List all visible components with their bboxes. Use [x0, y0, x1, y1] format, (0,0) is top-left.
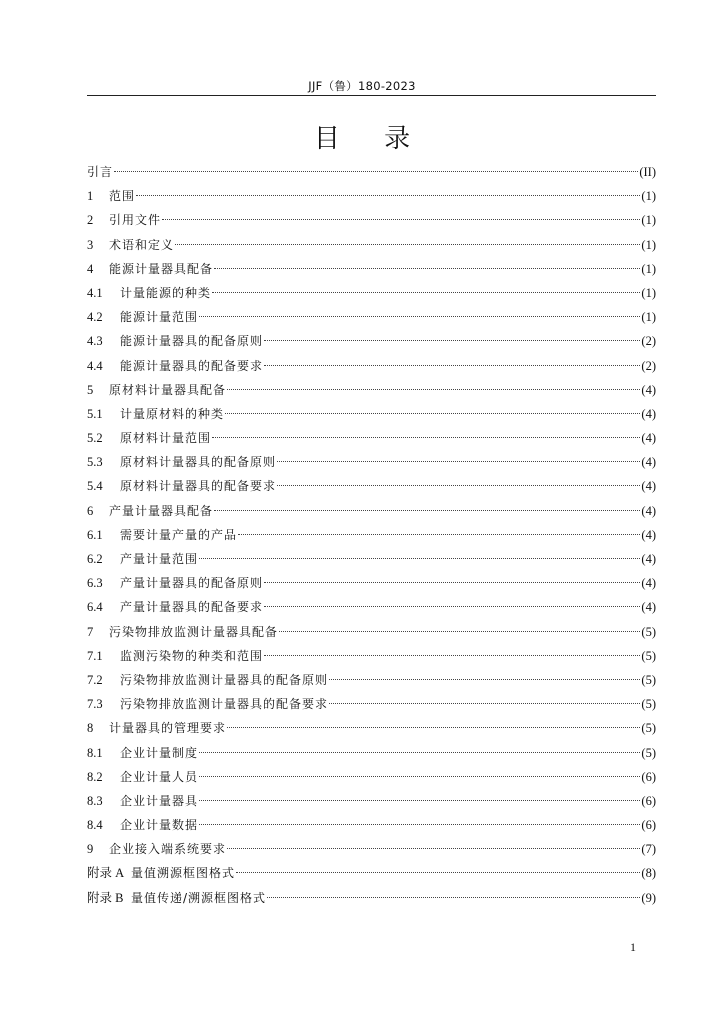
toc-dot-leader: [264, 606, 640, 607]
toc-entry-number: 9: [87, 842, 94, 857]
toc-entry-number: 4.1: [87, 285, 103, 300]
toc-entry-page: (4): [641, 406, 656, 421]
toc-entry-page: (9): [641, 890, 656, 905]
toc-dot-leader: [162, 219, 640, 220]
toc-entry-label: 引言: [87, 165, 114, 179]
toc-entry[interactable]: [87, 646, 656, 670]
toc-dot-leader: [175, 244, 640, 245]
toc-dot-leader: [227, 727, 640, 728]
toc-entry-number: 附录 B: [87, 890, 124, 905]
toc-entry-number: 8.4: [87, 818, 103, 833]
toc-entry[interactable]: [87, 670, 656, 694]
toc-entry-page: (1): [641, 285, 656, 300]
toc-entry-label: 原材料计量器具的配备原则: [120, 455, 277, 470]
toc-entry-label: 原材料计量器具配备: [109, 382, 227, 397]
toc-entry[interactable]: [87, 283, 656, 307]
toc-entry-number: 7: [87, 624, 94, 639]
toc-entry-label: 能源计量器具配备: [109, 261, 214, 276]
toc-dot-leader: [277, 461, 640, 462]
toc-entry-number: 6.2: [87, 552, 103, 566]
toc-entry[interactable]: [87, 767, 656, 791]
toc-entry-label: 原材料计量范围: [120, 431, 212, 446]
toc-entry[interactable]: [87, 888, 656, 912]
toc-entry-page: (4): [641, 503, 656, 518]
toc-entry-page: (1): [641, 310, 656, 325]
toc-dot-leader: [199, 776, 640, 777]
toc-entry-page: (6): [641, 818, 656, 833]
toc-entry[interactable]: [87, 863, 656, 887]
toc-entry-number: 6.3: [87, 576, 103, 591]
toc-entry-number: 6.1: [87, 527, 103, 542]
toc-entry[interactable]: [87, 210, 656, 234]
toc-entry[interactable]: [87, 718, 656, 742]
toc-entry-page: (4): [641, 382, 656, 397]
toc-entry-number: 附录 A: [87, 866, 125, 881]
toc-entry-label: 计量原材料的种类: [120, 406, 225, 421]
toc-entry-page: (5): [641, 745, 656, 760]
toc-entry-page: (6): [641, 769, 656, 784]
toc-entry-number: 5.1: [87, 406, 103, 421]
toc-entry-label: 能源计量器具的配备原则: [120, 334, 264, 349]
toc-dot-leader: [267, 897, 640, 898]
toc-entry-page: (1): [641, 261, 656, 276]
toc-dot-leader: [264, 655, 640, 656]
toc-entry-label: 企业计量数据: [120, 818, 199, 833]
toc-entry[interactable]: [87, 380, 656, 404]
toc-entry-number: 4: [87, 261, 94, 276]
toc-entry[interactable]: [87, 235, 656, 259]
toc-dot-leader: [236, 872, 640, 873]
toc-dot-leader: [199, 558, 640, 559]
toc-entry-page: (2): [641, 334, 656, 349]
toc-dot-leader: [212, 292, 640, 293]
page-number: 1: [630, 940, 636, 954]
toc-entry[interactable]: [87, 404, 656, 428]
toc-dot-leader: [264, 340, 640, 341]
toc-entry-number: 2: [87, 213, 94, 228]
header-standard-code: JJF（鲁）180-2023: [308, 79, 416, 93]
toc-entry-page: (1): [641, 213, 656, 228]
toc-entry-page: (2): [641, 358, 656, 373]
toc-entry-label: 污染物排放监测计量器具的配备要求: [120, 697, 329, 712]
toc-dot-leader: [214, 268, 640, 269]
toc-entry[interactable]: [87, 186, 656, 210]
toc-entry-number: 8.2: [87, 769, 103, 784]
toc-dot-leader: [329, 703, 640, 704]
toc-entry-number: 5.3: [87, 455, 103, 470]
toc-entry-page: (8): [641, 866, 656, 881]
toc-entry-label: 能源计量范围: [120, 310, 199, 325]
toc-entry-number: 4.3: [87, 334, 103, 349]
toc-entry[interactable]: [87, 452, 656, 476]
toc-entry-page: (6): [641, 793, 656, 808]
toc-entry-label: 范围: [109, 189, 136, 204]
toc-entry-page: (1): [641, 189, 656, 204]
toc-dot-leader: [214, 510, 640, 511]
toc-dot-leader: [114, 171, 638, 172]
toc-entry-page: (5): [641, 648, 656, 663]
toc-entry-number: 1: [87, 189, 94, 204]
toc-entry-label: 量值溯源框图格式: [131, 866, 236, 881]
toc-dot-leader: [199, 800, 640, 801]
toc-entry-page: (4): [641, 552, 656, 566]
header-divider: [87, 95, 656, 96]
toc-entry[interactable]: [87, 356, 656, 380]
toc-entry-label: 企业接入端系统要求: [109, 842, 227, 857]
toc-entry-label: 产量计量器具的配备要求: [120, 600, 264, 615]
toc-entry-number: 6: [87, 503, 94, 518]
toc-entry-number: 5.4: [87, 479, 103, 494]
toc-entry-number: 8: [87, 721, 94, 736]
toc-entry[interactable]: [87, 501, 656, 525]
toc-title: 目 录: [313, 124, 429, 154]
toc-entry-number: 4.4: [87, 358, 103, 373]
toc-entry[interactable]: [87, 525, 656, 549]
toc-dot-leader: [264, 365, 640, 366]
toc-dot-leader: [227, 389, 640, 390]
toc-entry-label: 需要计量产量的产品: [120, 527, 238, 542]
toc-dot-leader: [227, 848, 640, 849]
toc-dot-leader: [279, 631, 640, 632]
toc-entry[interactable]: [87, 839, 656, 863]
toc-entry-label: 产量计量范围: [120, 552, 199, 566]
toc-entry-label: 污染物排放监测计量器具配备: [109, 624, 279, 639]
toc-entry[interactable]: [87, 694, 656, 718]
toc-entry[interactable]: [87, 331, 656, 355]
toc-entry-label: 监测污染物的种类和范围: [120, 648, 264, 663]
toc-entry-number: 7.3: [87, 697, 103, 712]
toc-entry-number: 6.4: [87, 600, 103, 615]
toc-entry-number: 7.1: [87, 648, 103, 663]
toc-entry[interactable]: [87, 549, 656, 573]
toc-entry-number: 8.1: [87, 745, 103, 760]
toc-entry-label: 企业计量制度: [120, 745, 199, 760]
toc-entry[interactable]: [87, 597, 656, 621]
toc-dot-leader: [212, 437, 640, 438]
toc-entry-label: 产量计量器具的配备原则: [120, 576, 264, 591]
toc-entry-page: (4): [641, 455, 656, 470]
toc-entry[interactable]: [87, 162, 656, 186]
toc-entry-number: 3: [87, 237, 94, 252]
toc-dot-leader: [264, 582, 640, 583]
toc-entry[interactable]: [87, 476, 656, 500]
toc-entry-label: 企业计量人员: [120, 769, 199, 784]
toc-entry-label: 产量计量器具配备: [109, 503, 214, 518]
toc-entry-label: 企业计量器具: [120, 793, 199, 808]
toc-entry-number: 5: [87, 382, 94, 397]
toc-dot-leader: [277, 485, 640, 486]
toc-dot-leader: [199, 316, 640, 317]
toc-entry-page: (1): [641, 237, 656, 252]
toc-dot-leader: [199, 824, 640, 825]
toc-entry[interactable]: [87, 428, 656, 452]
toc-entry-page: (4): [641, 479, 656, 494]
toc-entry[interactable]: [87, 622, 656, 646]
toc-entry[interactable]: [87, 307, 656, 331]
toc-entry-label: 污染物排放监测计量器具的配备原则: [120, 672, 329, 687]
toc-entry-label: 引用文件: [109, 213, 162, 228]
toc-entry-label: 计量器具的管理要求: [109, 721, 227, 736]
toc-entry[interactable]: [87, 259, 656, 283]
toc-dot-leader: [225, 413, 640, 414]
toc-entry-label: 原材料计量器具的配备要求: [120, 479, 277, 494]
toc-entry-page: (4): [641, 600, 656, 615]
toc-entry[interactable]: [87, 573, 656, 597]
toc-entry-label: 术语和定义: [109, 237, 175, 252]
toc-dot-leader: [329, 679, 640, 680]
toc-entry[interactable]: [87, 743, 656, 767]
toc-entry-page: (II): [639, 165, 656, 179]
toc-dot-leader: [199, 752, 640, 753]
toc-entry-label: 计量能源的种类: [120, 285, 212, 300]
toc-entry-number: 4.2: [87, 310, 103, 325]
toc-entry-number: 5.2: [87, 431, 103, 446]
toc-entry-label: 量值传递/溯源框图格式: [131, 890, 267, 905]
toc-entry[interactable]: [87, 791, 656, 815]
toc-entry-page: (5): [641, 697, 656, 712]
toc-entry-page: (5): [641, 624, 656, 639]
toc-entry-page: (7): [641, 842, 656, 857]
toc-entry-page: (4): [641, 576, 656, 591]
toc-dot-leader: [136, 195, 640, 196]
toc-entry-number: 8.3: [87, 793, 103, 808]
toc-entry-page: (4): [641, 527, 656, 542]
toc-entry[interactable]: [87, 815, 656, 839]
toc-entry-page: (5): [641, 721, 656, 736]
toc-entry-number: 7.2: [87, 672, 103, 687]
toc-entry-page: (5): [641, 672, 656, 687]
toc-dot-leader: [238, 534, 640, 535]
toc-entry-label: 能源计量器具的配备要求: [120, 358, 264, 373]
table-of-contents: [87, 162, 656, 912]
toc-entry-page: (4): [641, 431, 656, 446]
